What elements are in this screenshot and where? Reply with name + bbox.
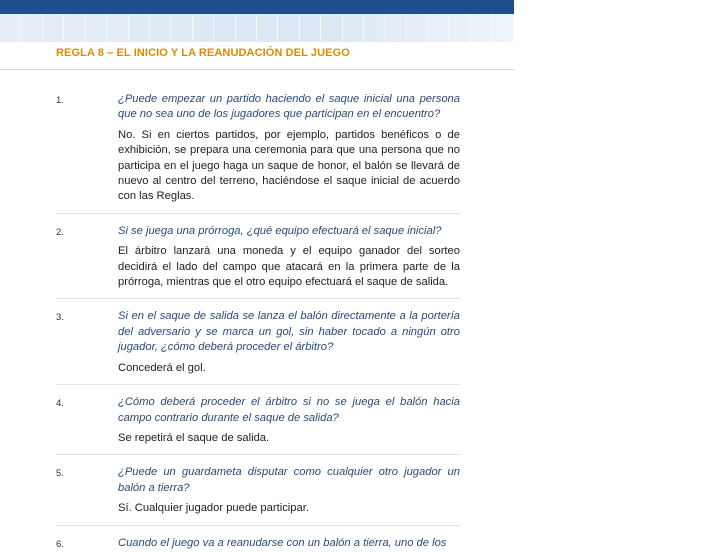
- item-number: 3.: [56, 312, 64, 324]
- qa-item: [56, 384, 460, 446]
- question-text: Si se juega una prórroga, ¿qué equipo efectuará el saque inicial?: [118, 224, 442, 237]
- qa-item: [56, 298, 460, 376]
- answer-text: Concederá el gol.: [118, 361, 206, 374]
- answer-text: Se repetirá el saque de salida.: [118, 431, 270, 444]
- header-divider: [0, 69, 514, 70]
- question-text: Si en el saque de salida se lanza el balón directamente a la portería del adversario y se marca un gol, sin haber tocado a ningún otro jugador, ¿cómo deberá proceder el árbitro?: [118, 310, 460, 354]
- question-text: ¿Cómo deberá proceder el árbitro si no se juega el balón hacia campo contrario durante el saque de salida?: [118, 396, 460, 424]
- qa-item: [56, 454, 460, 516]
- item-number: 2.: [56, 226, 64, 238]
- qa-item: [56, 525, 460, 551]
- question-text: ¿Puede empezar un partido haciendo el saque inicial una persona que no sea uno de los jugadores que participan en el encuentro?: [118, 93, 460, 121]
- header-band-dark: [0, 0, 514, 14]
- qa-item: [56, 92, 460, 205]
- item-number: 6.: [56, 538, 64, 550]
- question-text: ¿Puede un guardameta disputar como cualquier otro jugador un balón a tierra?: [118, 466, 460, 494]
- item-number: 1.: [56, 95, 64, 106]
- header-band-ticks: [0, 14, 514, 42]
- question-text: Cuando el juego va a reanudarse con un balón a tierra, uno de los: [118, 536, 447, 549]
- item-number: 4.: [56, 398, 64, 410]
- qa-list: [56, 92, 460, 551]
- answer-text: El árbitro lanzará una moneda y el equipo ganador del sorteo decidirá el lado del campo que atacará en la primera parte de la prórroga, mientras que el otro equipo efectuará el saque de salida.: [118, 245, 460, 289]
- answer-text: No. Si en ciertos partidos, por ejemplo, partidos benéficos o de exhibición, se prepara una ceremonia para que una persona que no participa en el juego haga un saque de honor, el balón se llevará de nuevo al centro del terreno, haciéndose el saque inicial de acuerdo con las Reglas.: [118, 128, 460, 203]
- page-title: REGLA 8 – EL INICIO Y LA REANUDACIÓN DEL JUEGO: [56, 47, 350, 59]
- qa-item: [56, 213, 460, 291]
- item-number: 5.: [56, 468, 64, 480]
- answer-text: Sí. Cualquier jugador puede participar.: [118, 502, 309, 515]
